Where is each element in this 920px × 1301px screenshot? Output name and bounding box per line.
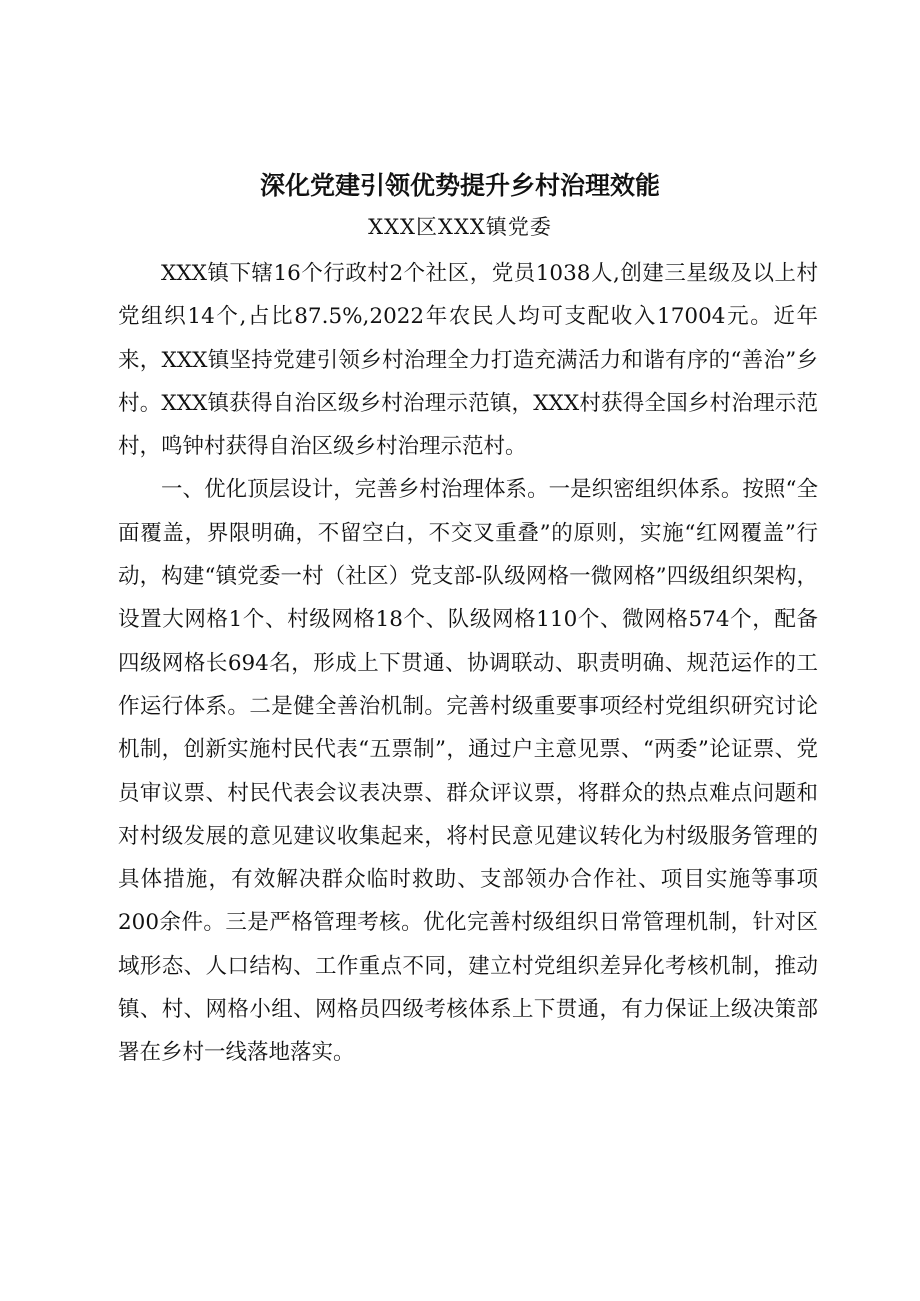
paragraph-intro: XXX镇下辖16个行政村2个社区，党员1038人,创建三星级及以上村党组织14个,占比87.5%,2022年农民人均可支配收入17004元。近年来，XXX镇坚持党建引领乡村治理全力打造充满活力和谐有序的“善治”乡村。XXX镇获得自治区级乡村治理示范镇，XXX村获得全国乡村治理示范村，鸣钟村获得自治区级乡村治理示范村。 (118, 261, 818, 460)
document-body (118, 252, 818, 1075)
paragraph-section-one: 一、优化顶层设计，完善乡村治理体系。一是织密组织体系。按照“全面覆盖，界限明确，不留空白，不交叉重叠”的原则，实施“红网覆盖”行动，构建“镇党委一村（社区）党支部-队级网格一微网格”四级组织架构，设置大网格1个、村级网格18个、队级网格110个、微网格574个，配备四级网格长694名，形成上下贯通、协调联动、职责明确、规范运作的工作运行体系。二是健全善治机制。完善村级重要事项经村党组织研究讨论机制，创新实施村民代表“五票制”，通过户主意见票、“两委”论证票、党员审议票、村民代表会议表决票、群众评议票，将群众的热点难点问题和对村级发展的意见建议收集起来，将村民意见建议转化为村级服务管理的具体措施，有效解决群众临时救助、支部领办合作社、项目实施等事项200余件。三是严格管理考核。优化完善村级组织日常管理机制，针对区域形态、人口结构、工作重点不同，建立村党组织差异化考核机制，推动镇、村、网格小组、网格员四级考核体系上下贯通，有力保证上级决策部署在乡村一线落地落实。 (118, 477, 818, 1066)
document-title: 深化党建引领优势提升乡村治理效能 (259, 171, 660, 200)
document-author: XXX区XXX镇党委 (368, 215, 552, 239)
